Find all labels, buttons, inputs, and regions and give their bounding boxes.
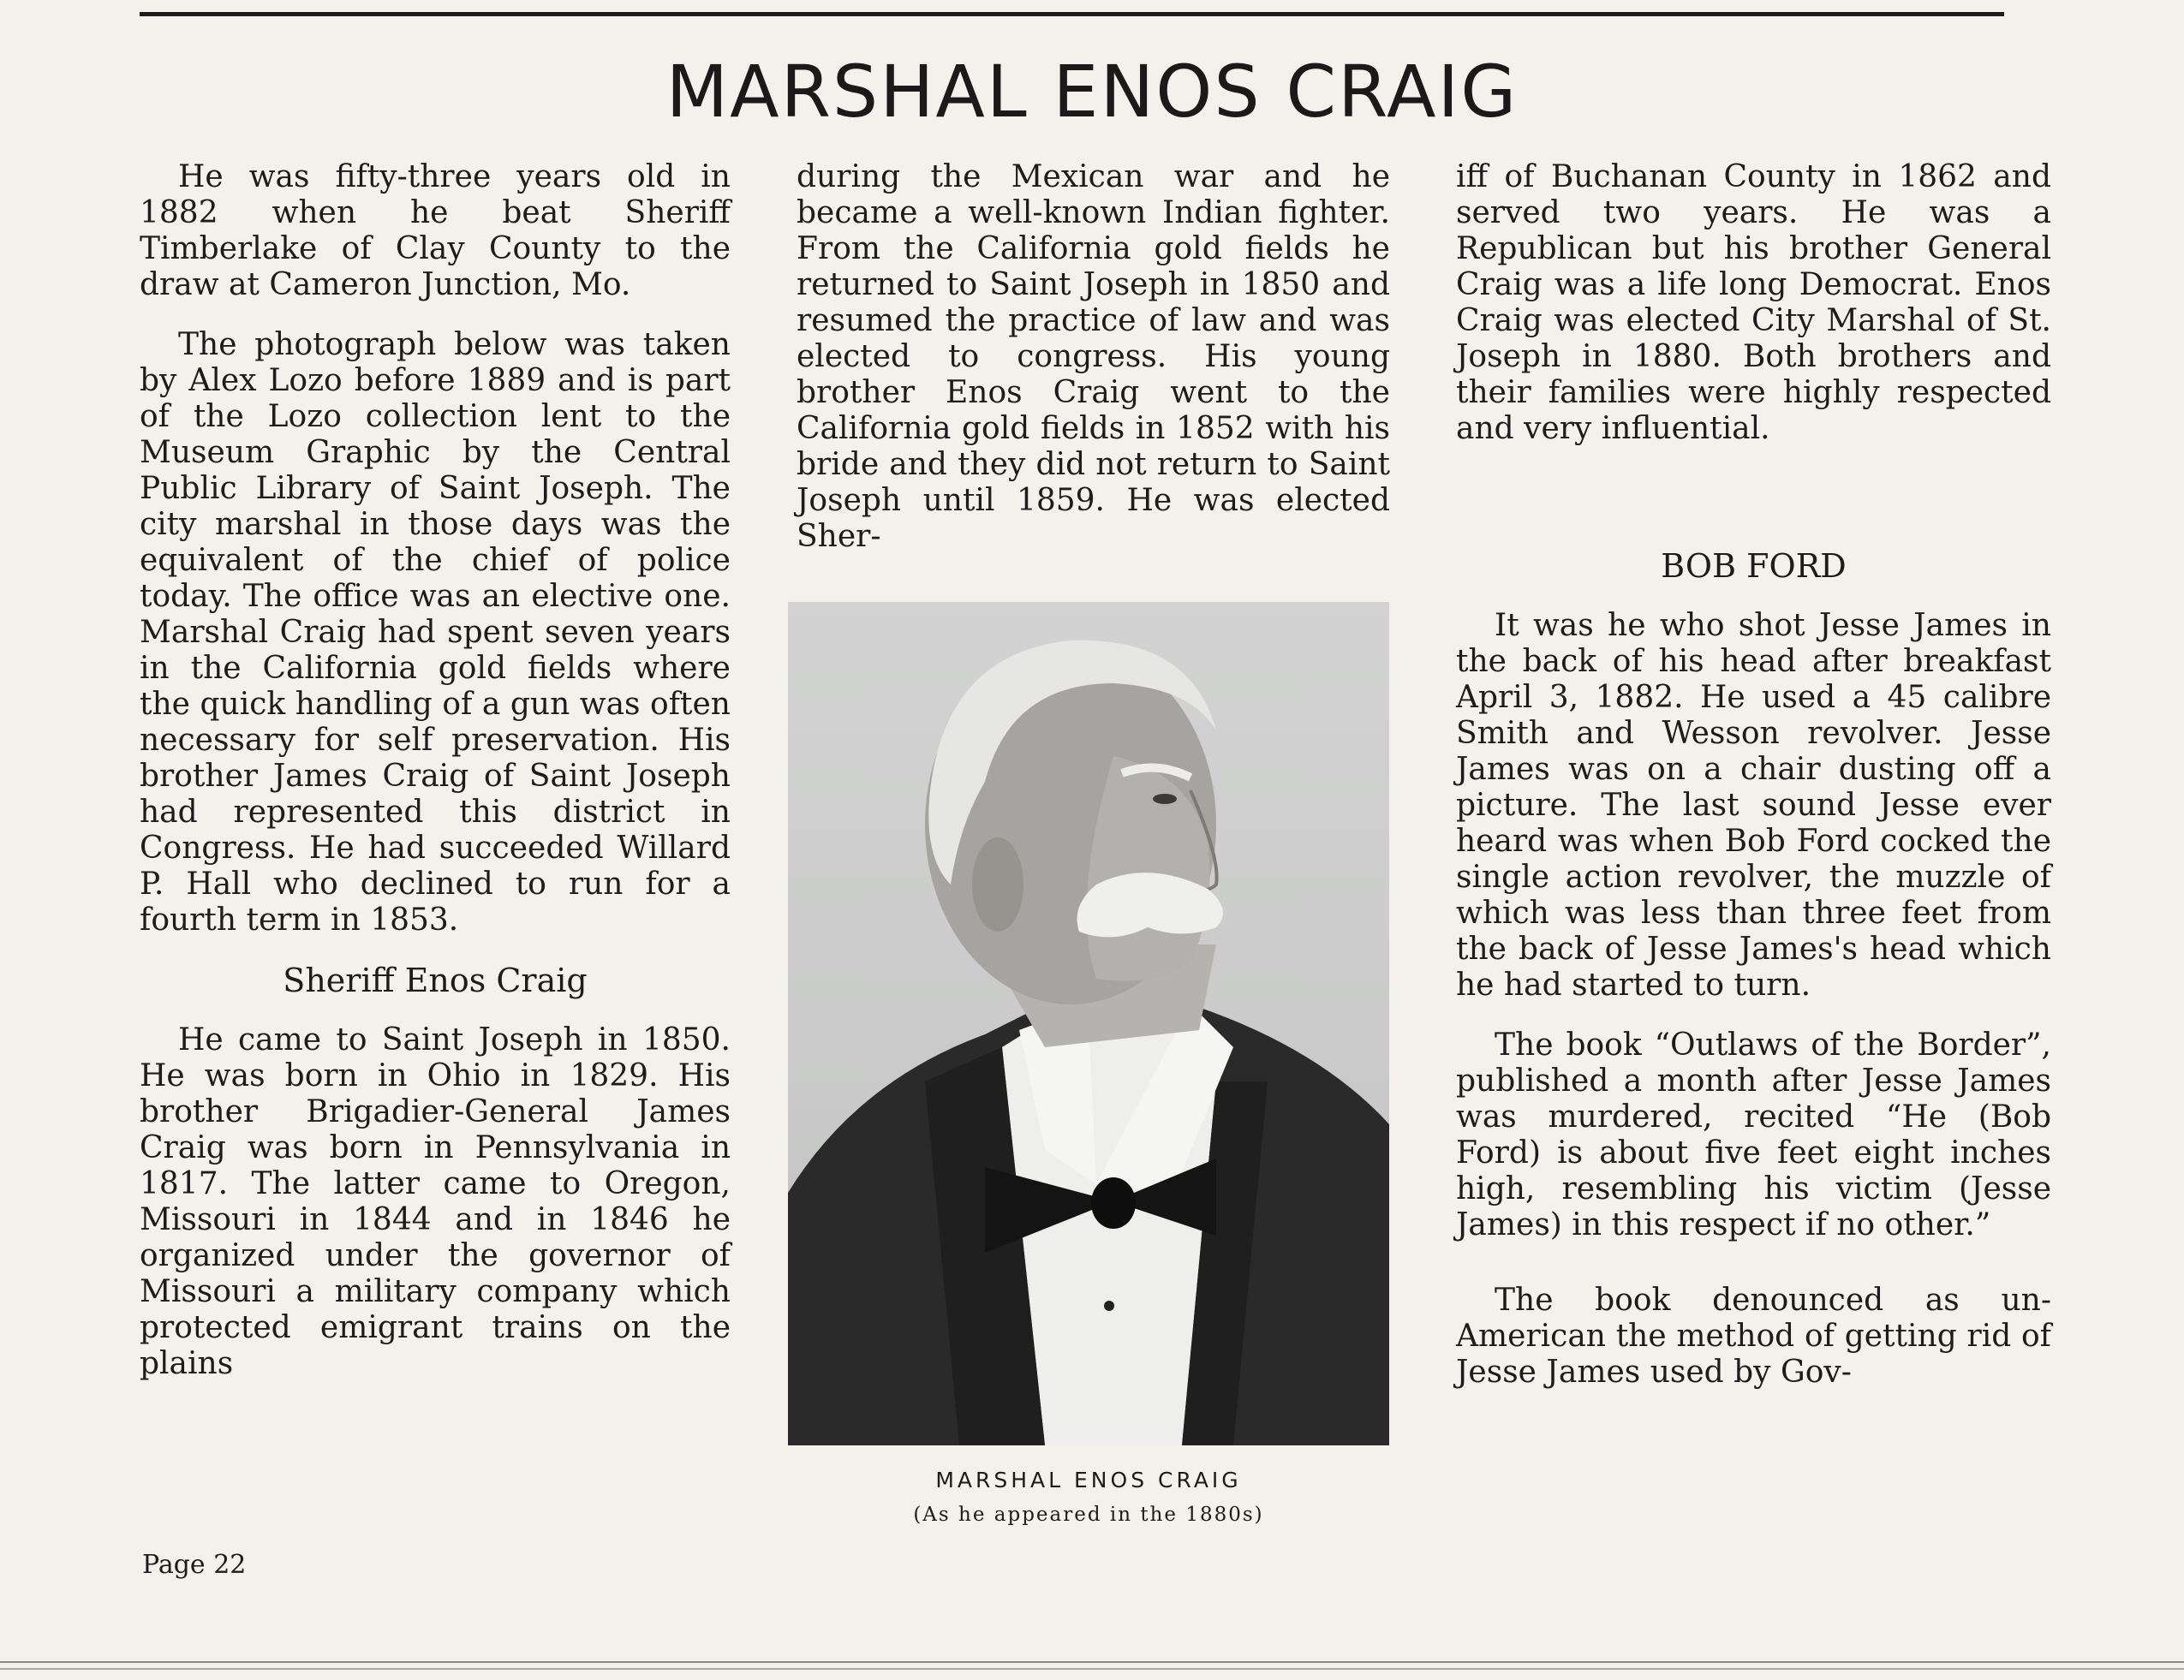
photo-caption: MARSHAL ENOS CRAIG — [935, 1468, 1242, 1492]
heading-bob-ford: BOB FORD — [1661, 547, 1847, 585]
paragraph-book-denounced: The book denounced as un-American the method of getting rid of Jesse James used by Gov- — [1456, 1283, 2051, 1390]
heading-sheriff-enos-craig: Sheriff Enos Craig — [283, 962, 588, 999]
paragraph-outlaws-book: The book “Outlaws of the Border”, published a month after Jesse James was murdered, recited “He (Bob Ford) is about five feet eight inches high, resembling his victim (Jesse James) in this respect if no other.” — [1456, 1028, 2051, 1242]
paragraph-sheriff-bio: He came to Saint Joseph in 1850. He was born in Ohio in 1829. His brother Brigadier-General James Craig was born in Pennsylvania in 1817. The latter came to Oregon, Missouri in 1844 and in 1846 he organized under the governor of Missouri a military company which protected emigrant trains on the plains — [140, 1022, 731, 1381]
page-number: Page 22 — [142, 1550, 247, 1580]
photo-subcaption: (As he appeared in the 1880s) — [913, 1504, 1264, 1526]
column-left — [140, 159, 731, 1406]
paragraph-intro: He was fifty-three years old in 1882 when he beat Sheriff Timberlake of Clay County to the draw at Cameron Junction, Mo. — [140, 159, 731, 302]
paragraph-photograph: The photograph below was taken by Alex Lozo before 1889 and is part of the Lozo collection lent to the Museum Graphic by the Central Public Library of Saint Joseph. The city marshal in those days was the equivalent of the chief of police today. The office was an elective one. Marshal Craig had spent seven years in the California gold fields where the quick handling of a gun was often necessary for self preservation. His brother James Craig of Saint Joseph had represented this district in Congress. He had succeeded Willard P. Hall who declined to run for a fourth term in 1853. — [140, 327, 731, 938]
column-right — [1456, 159, 2051, 1415]
top-rule — [140, 12, 2004, 16]
paragraph-bob-ford-shooting: It was he who shot Jesse James in the back of his head after breakfast April 3, 1882. He used a 45 calibre Smith and Wesson revolver. Jesse James was on a chair dusting off a picture. The last sound Jesse ever heard was when Bob Ford cocked the single action revolver, the muzzle of which was less than three feet from the back of Jesse James's head which he had started to turn. — [1456, 608, 2051, 1003]
page-title: MARSHAL ENOS CRAIG — [665, 50, 1519, 134]
portrait-photo — [788, 602, 1389, 1445]
column-middle — [797, 159, 1390, 579]
bottom-edge-secondary — [0, 1668, 2184, 1670]
paragraph-sheriff-continued: iff of Buchanan County in 1862 and served two years. He was a Republican but his brother General Craig was a life long Democrat. Enos Craig was elected City Marshal of St. Joseph in 1880. Both brothers and their families were highly respected and very influential. — [1456, 159, 2051, 446]
paragraph-continued: during the Mexican war and he became a well-known Indian fighter. From the California gold fields he returned to Saint Joseph in 1850 and resumed the practice of law and was elected to congress. His young brother Enos Craig went to the California gold fields in 1852 with his bride and they did not return to Saint Joseph until 1859. He was elected Sher- — [797, 159, 1390, 554]
spacer — [1456, 471, 2051, 548]
portrait-illustration — [788, 602, 1389, 1445]
bottom-edge — [0, 1661, 2184, 1663]
